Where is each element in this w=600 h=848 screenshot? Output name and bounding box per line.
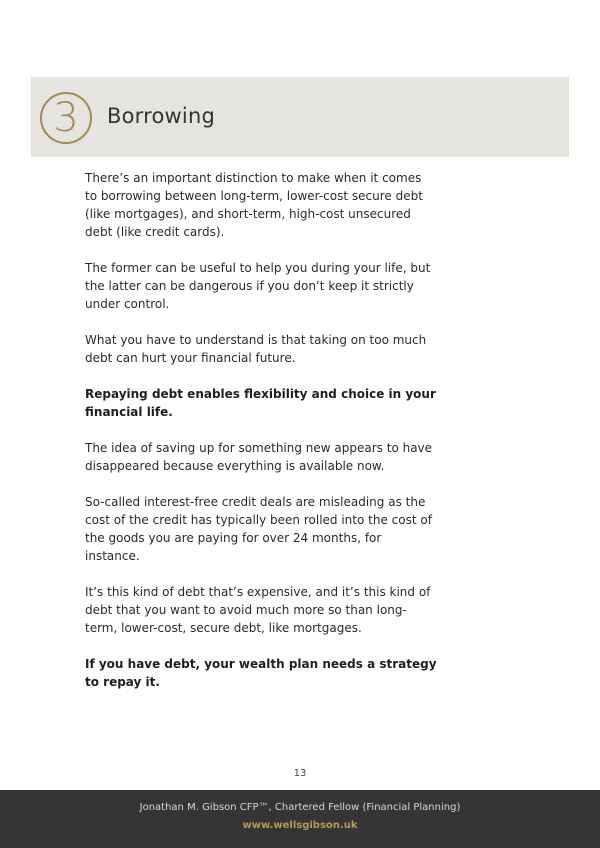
section-number: 3: [53, 95, 79, 141]
footer: [0, 790, 600, 848]
paragraph-emphasis: If you have debt, your wealth plan needs a strategy to repay it.: [85, 657, 437, 689]
paragraph: The former can be useful to help you during your life, but the latter can be dangerous if you don’t keep it strictly under control.: [85, 261, 431, 311]
paragraph: There’s an important distinction to make when it comes to borrowing between long-term, lower-cost secure debt (like mortgages), and short-term, high-cost unsecured debt (like credit cards).: [85, 171, 423, 239]
paragraph-emphasis: Repaying debt enables flexibility and choice in your financial life.: [85, 387, 436, 419]
footer-website-link[interactable]: www.wellsgibson.uk: [242, 820, 358, 831]
section-number-badge: [40, 92, 92, 144]
body-text: [85, 169, 437, 709]
page-number: 13: [293, 768, 307, 779]
paragraph: What you have to understand is that taking on too much debt can hurt your financial future.: [85, 333, 427, 365]
paragraph: It’s this kind of debt that’s expensive, and it’s this kind of debt that you want to avoid much more so than long-term, lower-cost, secure debt, like mortgages.: [85, 585, 431, 635]
footer-credit: Jonathan M. Gibson CFP™, Chartered Fellow (Financial Planning): [139, 802, 461, 813]
paragraph: The idea of saving up for something new appears to have disappeared because everything is available now.: [85, 441, 433, 473]
paragraph: So-called interest-free credit deals are misleading as the cost of the credit has typically been rolled into the cost of the goods you are paying for over 24 months, for instance.: [85, 495, 432, 563]
section-title: Borrowing: [107, 104, 215, 128]
